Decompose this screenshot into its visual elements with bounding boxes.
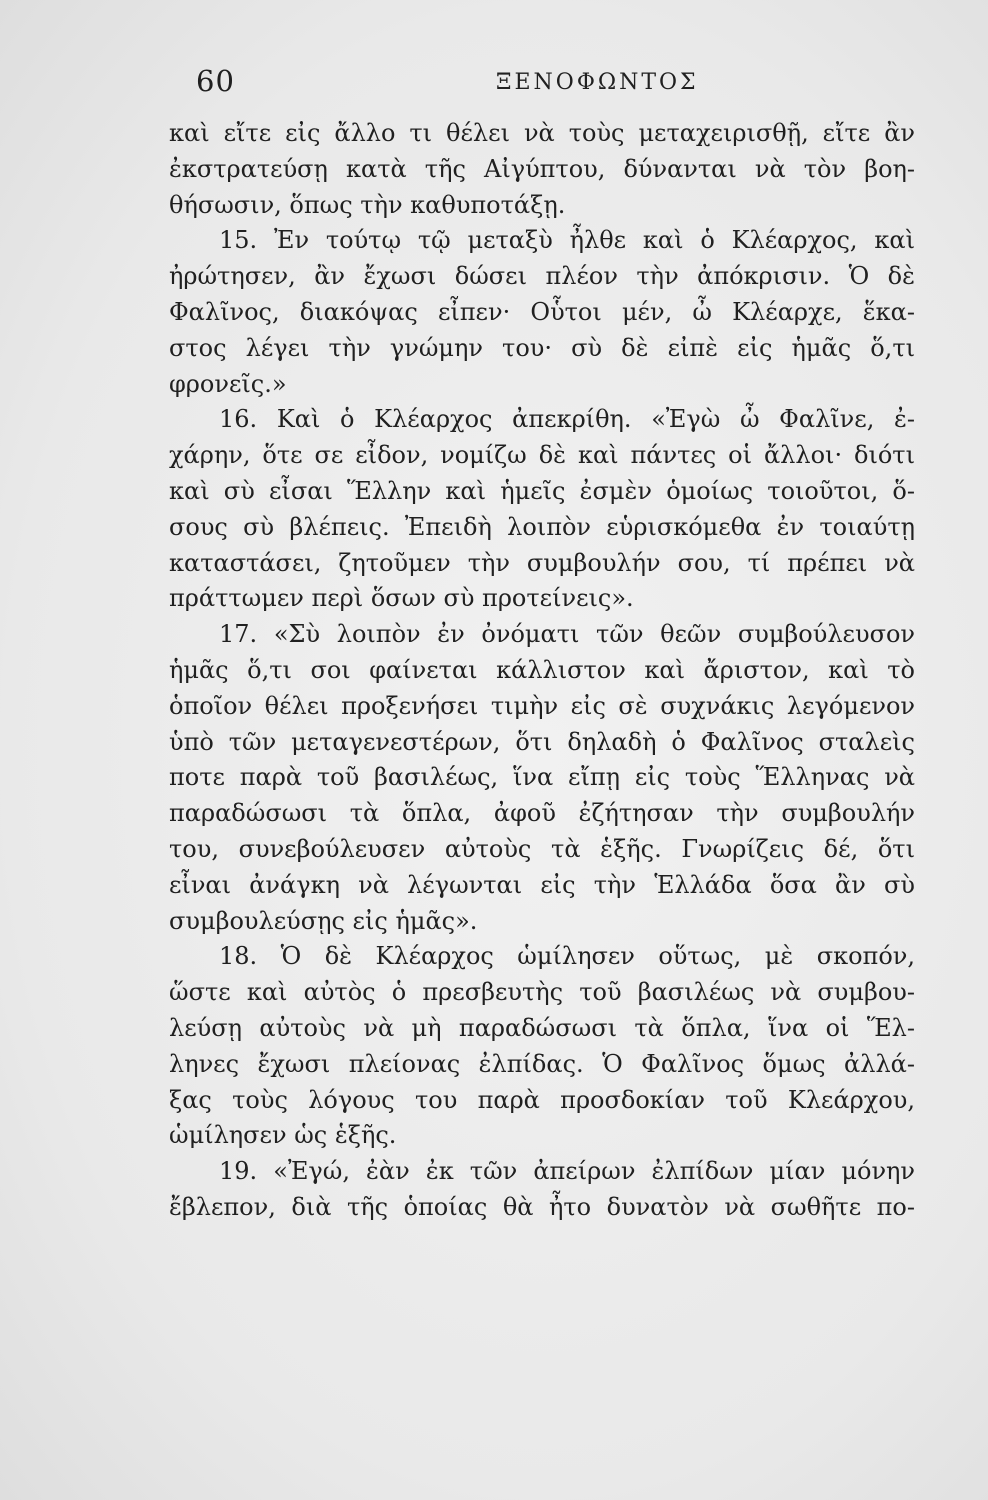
text-line: ποτε παρὰ τοῦ βασιλέως, ἵνα εἴπῃ εἰς τοὺς Ἕλληνας νὰ <box>169 763 915 792</box>
text-line: ξας τοὺς λόγους του παρὰ προσδοκίαν τοῦ Κλεάρχου, <box>169 1085 915 1114</box>
text-line: καὶ εἴτε εἰς ἄλλο τι θέλει νὰ τοὺς μεταχειρισθῇ, εἴτε ἂν <box>169 119 915 147</box>
text-line: ὥστε καὶ αὐτὸς ὁ πρεσβευτὴς τοῦ βασιλέως νὰ συμβου- <box>169 978 915 1007</box>
text-line: ἐκστρατεύσῃ κατὰ τῆς Αἰγύπτου, δύνανται νὰ τὸν βοη- <box>169 154 915 183</box>
text-line: ὑπὸ τῶν μεταγενεστέρων, ὅτι δηλαδὴ ὁ Φαλῖνος σταλεὶς <box>169 727 915 756</box>
paragraph-19-start: 19. «Ἐγώ, ἐὰν ἐκ τῶν ἀπείρων ἐλπίδων μίαν μόνην <box>219 1157 915 1186</box>
text-line: ἔβλεπον, διὰ τῆς ὁποίας θὰ ἦτο δυνατὸν νὰ σωθῆτε πο- <box>169 1192 915 1221</box>
text-line: ἡμᾶς ὅ,τι σοι φαίνεται κάλλιστον καὶ ἄριστον, καὶ τὸ <box>169 655 915 684</box>
paragraph-17-start: 17. «Σὺ λοιπὸν ἐν ὀνόματι τῶν θεῶν συμβούλευσον <box>219 620 915 649</box>
page-header <box>196 64 914 104</box>
text-line: συμβουλεύσῃς εἰς ἡμᾶς». <box>169 906 478 935</box>
text-line: θήσωσιν, ὅπως τὴν καθυποτάξῃ. <box>169 190 566 219</box>
text-line: στος λέγει τὴν γνώμην του· σὺ δὲ εἰπὲ εἰς ἡμᾶς ὅ,τι <box>169 333 915 362</box>
page-number: 60 <box>196 64 235 98</box>
text-line: φρονεῖς.» <box>169 369 287 398</box>
body-text <box>169 116 915 1226</box>
text-line: πράττωμεν περὶ ὅσων σὺ προτείνεις». <box>169 584 634 613</box>
paragraph-15-start: 15. Ἐν τούτῳ τῷ μεταξὺ ἦλθε καὶ ὁ Κλέαρχος, καὶ <box>219 226 915 255</box>
paragraph-18-start: 18. Ὁ δὲ Κλέαρχος ὡμίλησεν οὕτως, μὲ σκοπόν, <box>219 942 915 971</box>
text-line: ληνες ἔχωσι πλείονας ἐλπίδας. Ὁ Φαλῖνος ὅμως ἀλλά- <box>169 1049 915 1078</box>
text-line: ὡμίλησεν ὡς ἑξῆς. <box>169 1121 397 1150</box>
text-line: ὁποῖον θέλει προξενήσει τιμὴν εἰς σὲ συχνάκις λεγόμενον <box>169 691 915 720</box>
text-line: παραδώσωσι τὰ ὅπλα, ἀφοῦ ἐζήτησαν τὴν συμβουλήν <box>169 799 915 828</box>
text-line: ἠρώτησεν, ἂν ἔχωσι δώσει πλέον τὴν ἀπόκρισιν. Ὁ δὲ <box>169 262 915 291</box>
text-line: καταστάσει, ζητοῦμεν τὴν συμβουλήν σου, τί πρέπει νὰ <box>169 548 915 577</box>
running-title: ΞΕΝΟΦΩΝΤΟΣ <box>496 70 699 95</box>
text-line: χάρην, ὅτε σε εἶδον, νομίζω δὲ καὶ πάντες οἱ ἄλλοι· διότι <box>169 441 915 470</box>
text-line: Φαλῖνος, διακόψας εἶπεν· Οὗτοι μέν, ὦ Κλέαρχε, ἕκα- <box>169 297 915 326</box>
text-line: του, συνεβούλευσεν αὐτοὺς τὰ ἑξῆς. Γνωρίζεις δέ, ὅτι <box>169 834 915 863</box>
text-line: σους σὺ βλέπεις. Ἐπειδὴ λοιπὸν εὑρισκόμεθα ἐν τοιαύτῃ <box>169 512 915 541</box>
paragraph-16-start: 16. Καὶ ὁ Κλέαρχος ἀπεκρίθη. «Ἐγὼ ὦ Φαλῖνε, ἐ- <box>219 405 915 434</box>
text-line: λεύσῃ αὐτοὺς νὰ μὴ παραδώσωσι τὰ ὅπλα, ἵνα οἱ Ἕλ- <box>169 1013 915 1042</box>
text-line: καὶ σὺ εἶσαι Ἕλλην καὶ ἡμεῖς ἐσμὲν ὁμοίως τοιοῦτοι, ὅ- <box>169 476 915 505</box>
text-line: εἶναι ἀνάγκη νὰ λέγωνται εἰς τὴν Ἑλλάδα ὅσα ἂν σὺ <box>169 870 915 899</box>
